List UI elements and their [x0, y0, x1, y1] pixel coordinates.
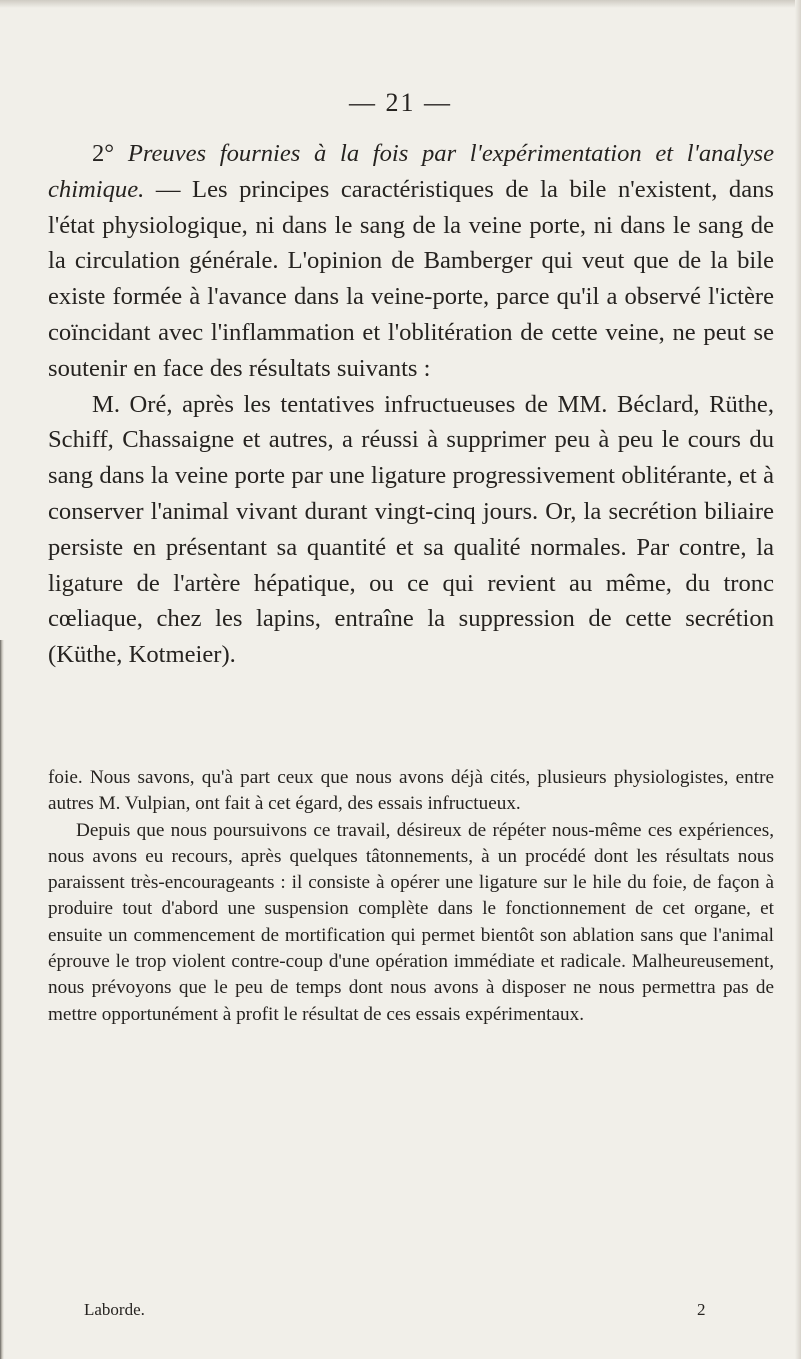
signature-mark: 2 — [697, 1300, 706, 1319]
section-heading: Preuves fournies à la fois par l'expérimentation et l'analyse chimique. — [48, 140, 774, 203]
author-signature: Laborde. — [84, 1300, 145, 1319]
main-text — [48, 136, 774, 673]
footnote-paragraph-1: foie. Nous savons, qu'à part ceux que nous avons déjà cités, plusieurs physiologistes, entre autres M. Vulpian, ont fait à cet égard, des essais infructueux. — [48, 767, 774, 815]
body-paragraph-1-text: — Les principes caractéristiques de la bile n'existent, dans l'état physiologique, ni dans le sang de la veine porte, ni dans le sang de la circulation générale. L'opinion de Bamberger qui veut que de la bile existe formée à l'avance dans la veine-porte, parce qu'il a observé l'ictère coïncidant avec l'inflammation et l'oblitération de cette veine, ne peut se soutenir en face des résultats suivants : — [48, 175, 774, 382]
body-paragraph-2: M. Oré, après les tentatives infructueuses de MM. Béclard, Rüthe, Schiff, Chassaigne et autres, a réussi à supprimer peu à peu le cours du sang dans la veine porte par une ligature progressivement oblitérante, et à conserver l'animal vivant durant vingt-cinq jours. Or, la secrétion biliaire persiste en présentant sa quantité et sa qualité normales. Par contre, la ligature de l'artère hépatique, ou ce qui revient au même, du tronc cœliaque, chez les lapins, entraîne la suppression de cette secrétion (Küthe, Kotmeier). — [48, 390, 774, 669]
page-edge-left — [0, 640, 4, 1359]
page-number: — 21 — — [349, 88, 452, 117]
body-paragraph-1 — [48, 136, 774, 387]
footnote-paragraph-2: Depuis que nous poursuivons ce travail, désireux de répéter nous-même ces expériences, nous avons eu recours, après quelques tâtonnements, à un procédé dont les résultats nous paraissent très-encourageants : il consiste à opérer une ligature sur le hile du foie, de façon à produire tout d'abord une suspension complète dans le fonctionnement de cet organe, et ensuite un commencement de mortification qui permet bientôt son ablation sans que l'animal éprouve le trop violent contre-coup d'une opération immédiate et radicale. Malheureusement, nous prévoyons que le peu de temps dont nous avons à disposer ne nous permettra pas de mettre opportunément à profit le résultat de ces essais expérimentaux. — [48, 819, 774, 1025]
page-edge-top — [0, 0, 801, 8]
heading-number: 2° — [92, 140, 115, 167]
page-edge-right — [795, 0, 801, 1359]
footnote — [48, 765, 774, 1028]
